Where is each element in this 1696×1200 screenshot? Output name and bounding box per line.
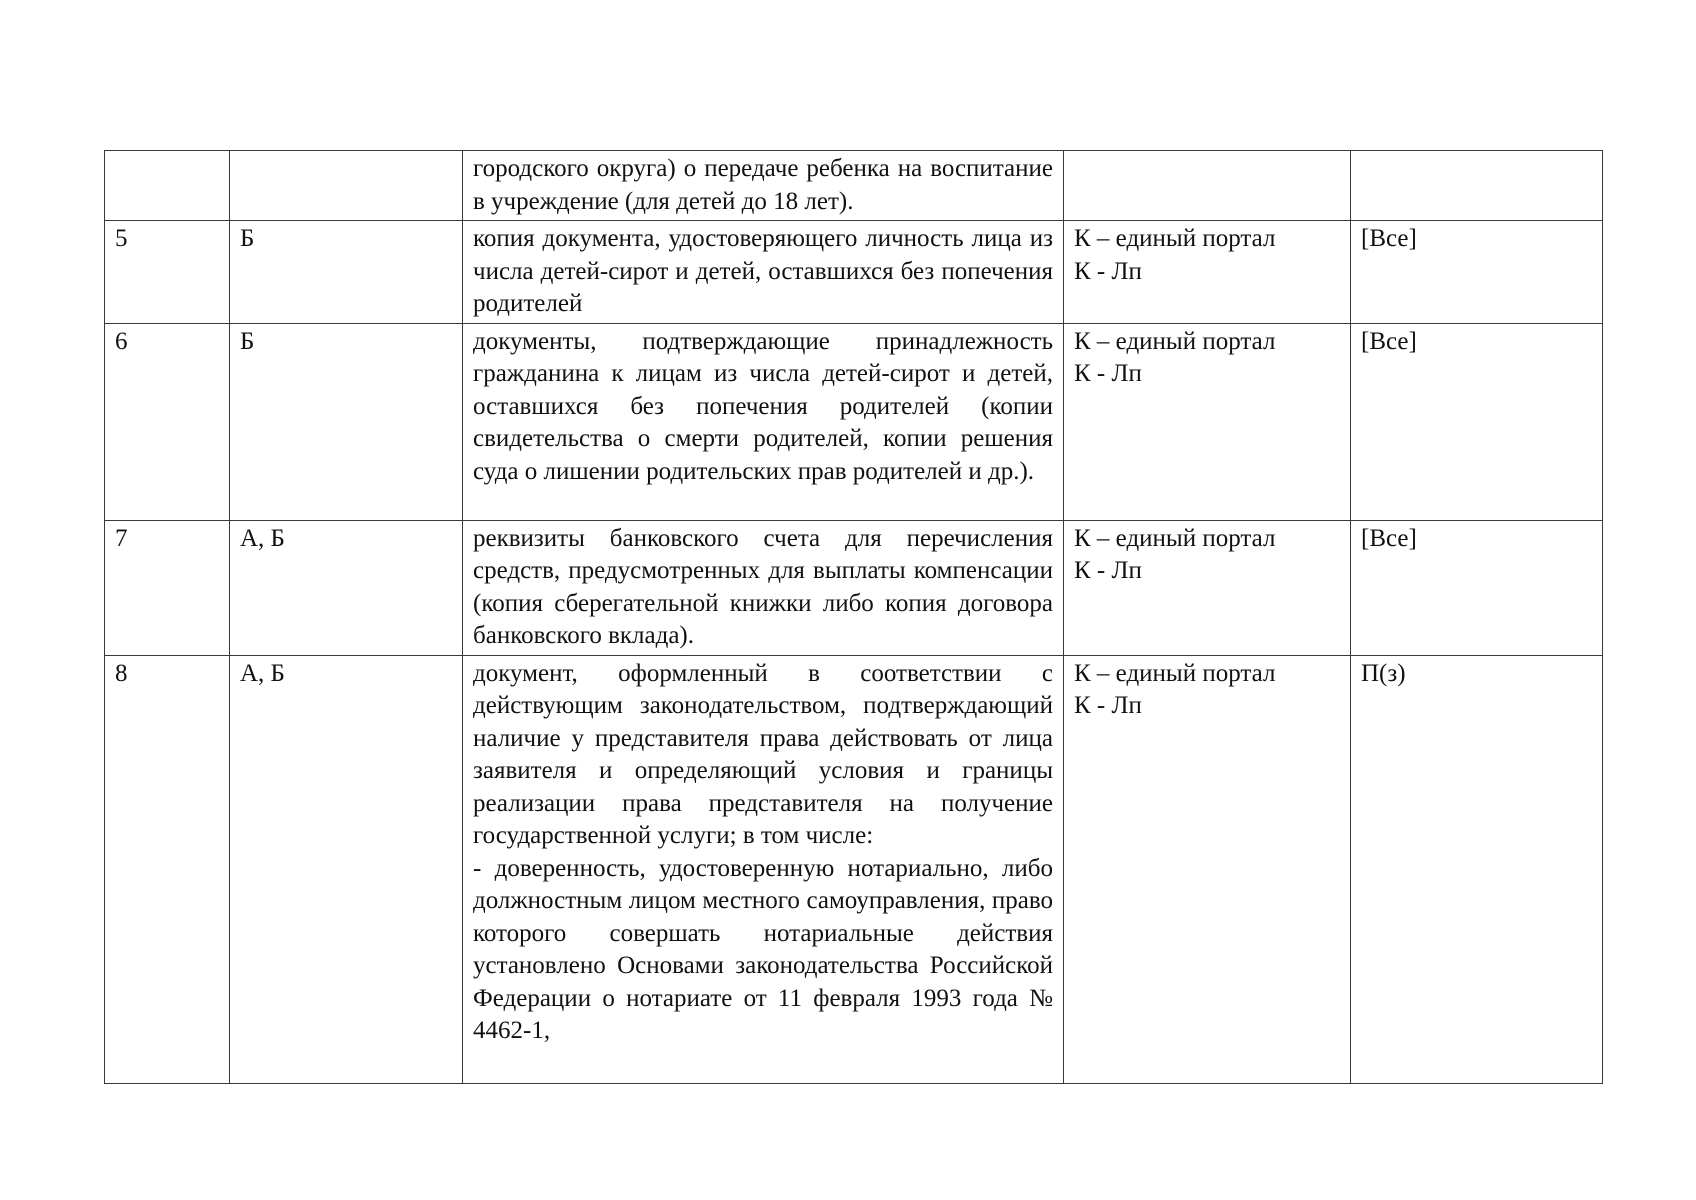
row-number-cell: 6 (105, 323, 230, 520)
submission-method-line: К – единый портал (1074, 659, 1276, 687)
requirement-cell: [Все] (1351, 221, 1603, 324)
submission-method-line: К – единый портал (1074, 327, 1276, 355)
submission-method-cell (1064, 520, 1351, 655)
applicant-category-cell: Б (230, 323, 463, 520)
requirement-cell: П(з) (1351, 655, 1603, 1083)
row-number-cell: 5 (105, 221, 230, 324)
submission-method-line: К - Лп (1074, 557, 1142, 584)
description-paragraph: - доверенность, удостоверенную нотариально, либо должностным лицом местного самоуправления, право которого совершать нотариальные действия установлено Основами законодательства Российской Федерации о нотариате от 11 февраля 1993 года № 4462-1, (473, 854, 1053, 1044)
table-row (105, 151, 1603, 221)
submission-method-cell (1064, 151, 1351, 221)
applicant-category-cell: А, Б (230, 520, 463, 655)
table-row (105, 323, 1603, 520)
table-row (105, 520, 1603, 655)
submission-method-line: К - Лп (1074, 360, 1142, 387)
document-description-cell (463, 655, 1064, 1083)
description-paragraph: документ, оформленный в соответствии с действующим законодательством, подтверждающий наличие у представителя права действовать от лица заявителя и определяющий условия и границы реализации права представителя на получение государственной услуги; в том числе: (473, 659, 1053, 849)
documents-table (104, 150, 1603, 1084)
document-description-cell: реквизиты банковского счета для перечисления средств, предусмотренных для выплаты компенсации (копия сберегательной книжки либо копия договора банковского вклада). (463, 520, 1064, 655)
table-row (105, 655, 1603, 1083)
applicant-category-cell: Б (230, 221, 463, 324)
requirement-cell (1351, 151, 1603, 221)
row-number-cell: 7 (105, 520, 230, 655)
submission-method-cell (1064, 323, 1351, 520)
submission-method-line: К – единый портал (1074, 225, 1276, 252)
document-description-cell: документы, подтверждающие принадлежность гражданина к лицам из числа детей-сирот и детей, оставшихся без попечения родителей (копии свидетельства о смерти родителей, копии решения суда о лишении родительских прав родителей и др.). (463, 323, 1064, 520)
document-description-cell: копия документа, удостоверяющего личность лица из числа детей-сирот и детей, оставшихся без попечения родителей (463, 221, 1064, 324)
submission-method-line: К - Лп (1074, 257, 1142, 285)
submission-method-cell (1064, 221, 1351, 324)
requirement-cell: [Все] (1351, 520, 1603, 655)
applicant-category-cell (230, 151, 463, 221)
document-description-cell: городского округа) о передаче ребенка на воспитание в учреждение (для детей до 18 лет). (463, 151, 1064, 221)
applicant-category-cell: А, Б (230, 655, 463, 1083)
table-row (105, 221, 1603, 324)
submission-method-cell (1064, 655, 1351, 1083)
row-number-cell: 8 (105, 655, 230, 1083)
submission-method-line: К – единый портал (1074, 524, 1276, 552)
submission-method-line: К - Лп (1074, 692, 1142, 719)
requirement-cell: [Все] (1351, 323, 1603, 520)
row-number-cell (105, 151, 230, 221)
